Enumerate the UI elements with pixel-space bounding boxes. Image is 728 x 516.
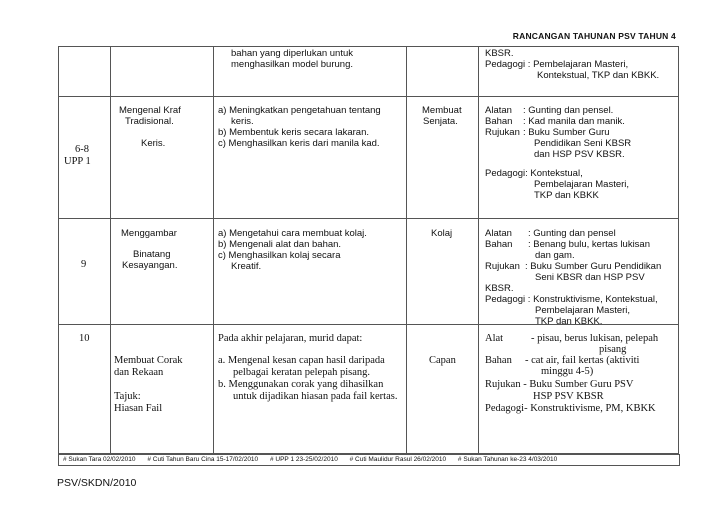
activity-cell bbox=[407, 97, 479, 219]
objective-line: pelbagai keratan pelepah pisang. bbox=[233, 367, 371, 378]
objective-line: c) Menghasilkan kolaj secara bbox=[218, 250, 341, 261]
note-line: : Buku Sumber Guru bbox=[523, 127, 610, 138]
note-label: Alatan bbox=[485, 228, 512, 239]
objective-line: b. Menggunakan corak yang dihasilkan bbox=[218, 379, 384, 390]
topic-line: Tajuk: bbox=[114, 391, 141, 402]
note-line: TKP dan KBKK bbox=[534, 190, 599, 201]
topic-line: Binatang bbox=[133, 249, 171, 260]
note-line: TKP dan KBKK. bbox=[535, 316, 603, 327]
note-line: Pedagogi- Konstruktivisme, PM, KBKK bbox=[485, 403, 656, 414]
week-cell bbox=[59, 47, 111, 97]
activity-line: Membuat bbox=[422, 105, 462, 116]
topic-line: Hiasan Fail bbox=[114, 403, 163, 414]
note-line: Pendidikan Seni KBSR bbox=[534, 138, 632, 149]
footer-event: # UPP 1 23-25/02/2010 bbox=[269, 456, 338, 463]
footer-events-bar bbox=[58, 454, 680, 466]
notes-cell bbox=[479, 47, 679, 97]
objectives-cell bbox=[214, 47, 407, 97]
objectives-cell bbox=[214, 97, 407, 219]
note-label: Alatan bbox=[485, 105, 512, 116]
note-line: - pisau, berus lukisan, pelepah bbox=[531, 333, 659, 344]
note-line: : Kad manila dan manik. bbox=[523, 116, 625, 127]
topic-line: dan Rekaan bbox=[114, 367, 164, 378]
week-cell bbox=[59, 97, 111, 219]
note-line: dan HSP PSV KBSR. bbox=[534, 149, 625, 160]
footer-event: # Sukan Tara 02/02/2010 bbox=[63, 456, 136, 463]
table-row bbox=[59, 47, 679, 97]
note-line: dan gam. bbox=[535, 250, 575, 261]
note-line: : Gunting dan pensel. bbox=[523, 105, 614, 116]
note-line: HSP PSV KBSR bbox=[533, 391, 604, 402]
topic-line: Kesayangan. bbox=[122, 260, 178, 271]
topic-line: Menggambar bbox=[121, 228, 177, 239]
topic-cell bbox=[111, 219, 214, 325]
topic-cell bbox=[111, 325, 214, 454]
note-line: Rujukan - Buku Sumber Guru PSV bbox=[485, 379, 634, 390]
objective-line: bahan yang diperlukan untuk bbox=[231, 48, 354, 59]
document-id: PSV/SKDN/2010 bbox=[57, 477, 137, 489]
objective-line: c) Menghasilkan keris dari manila kad. bbox=[218, 138, 380, 149]
activity-cell bbox=[407, 219, 479, 325]
note-label: Bahan bbox=[485, 239, 513, 250]
week-label: UPP 1 bbox=[64, 156, 91, 167]
notes-cell bbox=[479, 219, 679, 325]
notes-cell bbox=[479, 325, 679, 454]
activity-line: Senjata. bbox=[423, 116, 458, 127]
topic-line: Membuat Corak bbox=[114, 355, 183, 366]
objectives-cell bbox=[214, 325, 407, 454]
table-row bbox=[59, 97, 679, 219]
activity-cell bbox=[407, 47, 479, 97]
note-line: KBSR. bbox=[485, 48, 514, 59]
note-line: : Gunting dan pensel bbox=[528, 228, 616, 239]
objectives-cell bbox=[214, 219, 407, 325]
note-label: Rujukan bbox=[485, 261, 520, 272]
topic-cell bbox=[111, 97, 214, 219]
objective-line: b) Membentuk keris secara lakaran. bbox=[218, 127, 370, 138]
note-line: Pembelajaran Masteri, bbox=[534, 179, 630, 190]
footer-event: # Cuti Tahun Baru Cina 15-17/02/2010 bbox=[147, 456, 259, 463]
objective-line: keris. bbox=[231, 116, 254, 127]
objective-line: a) Mengetahui cara membuat kolaj. bbox=[218, 228, 367, 239]
note-line: : Buku Sumber Guru Pendidikan bbox=[525, 261, 662, 272]
table-row bbox=[59, 219, 679, 325]
note-line: minggu 4-5) bbox=[541, 366, 594, 377]
note-line: Pembelajaran Masteri, bbox=[535, 305, 631, 316]
note-line: pisang bbox=[599, 344, 627, 355]
note-label: Bahan bbox=[485, 355, 512, 366]
footer-event: # Cuti Maulidur Rasul 26/02/2010 bbox=[349, 456, 447, 463]
note-line: Kontekstual, TKP dan KBKK. bbox=[537, 70, 660, 81]
activity-line: Capan bbox=[429, 355, 456, 366]
objective-line: untuk dijadikan hiasan pada fail kertas. bbox=[233, 391, 398, 402]
objective-line: a. Mengenal kesan capan hasil daripada bbox=[218, 355, 385, 366]
note-line: KBSR. bbox=[485, 283, 514, 294]
yearly-plan-table bbox=[58, 46, 679, 454]
objective-line: menghasilkan model burung. bbox=[231, 59, 353, 70]
note-line: : Benang bulu, kertas lukisan bbox=[528, 239, 650, 250]
objective-line: Pada akhir pelajaran, murid dapat: bbox=[218, 333, 363, 344]
page-header-title: RANCANGAN TAHUNAN PSV TAHUN 4 bbox=[512, 31, 676, 41]
note-line: Pedagogi : Pembelajaran Masteri, bbox=[485, 59, 629, 70]
footer-event: # Sukan Tahunan ke-23 4/03/2010 bbox=[457, 456, 558, 463]
note-line: Pedagogi : Konstruktivisme, Kontekstual, bbox=[485, 294, 658, 305]
table-row bbox=[59, 325, 679, 454]
notes-cell bbox=[479, 97, 679, 219]
week-label: 10 bbox=[79, 333, 90, 344]
activity-line: Kolaj bbox=[431, 228, 453, 239]
note-label: Alat bbox=[485, 333, 504, 344]
note-line: Seni KBSR dan HSP PSV bbox=[535, 272, 645, 283]
topic-line: Keris. bbox=[141, 138, 166, 149]
note-line: Pedagogi: Kontekstual, bbox=[485, 168, 583, 179]
week-label: 9 bbox=[81, 259, 87, 270]
topic-line: Mengenal Kraf bbox=[119, 105, 181, 116]
objective-line: Kreatif. bbox=[231, 261, 262, 272]
week-cell bbox=[59, 219, 111, 325]
note-label: Rujukan bbox=[485, 127, 520, 138]
topic-line: Tradisional. bbox=[125, 116, 174, 127]
objective-line: b) Mengenali alat dan bahan. bbox=[218, 239, 342, 250]
objective-line: a) Meningkatkan pengetahuan tentang bbox=[218, 105, 381, 116]
week-label: 6-8 bbox=[75, 144, 89, 155]
topic-cell bbox=[111, 47, 214, 97]
note-line: - cat air, fail kertas (aktiviti bbox=[525, 355, 640, 366]
note-label: Bahan bbox=[485, 116, 513, 127]
activity-cell bbox=[407, 325, 479, 454]
week-cell bbox=[59, 325, 111, 454]
